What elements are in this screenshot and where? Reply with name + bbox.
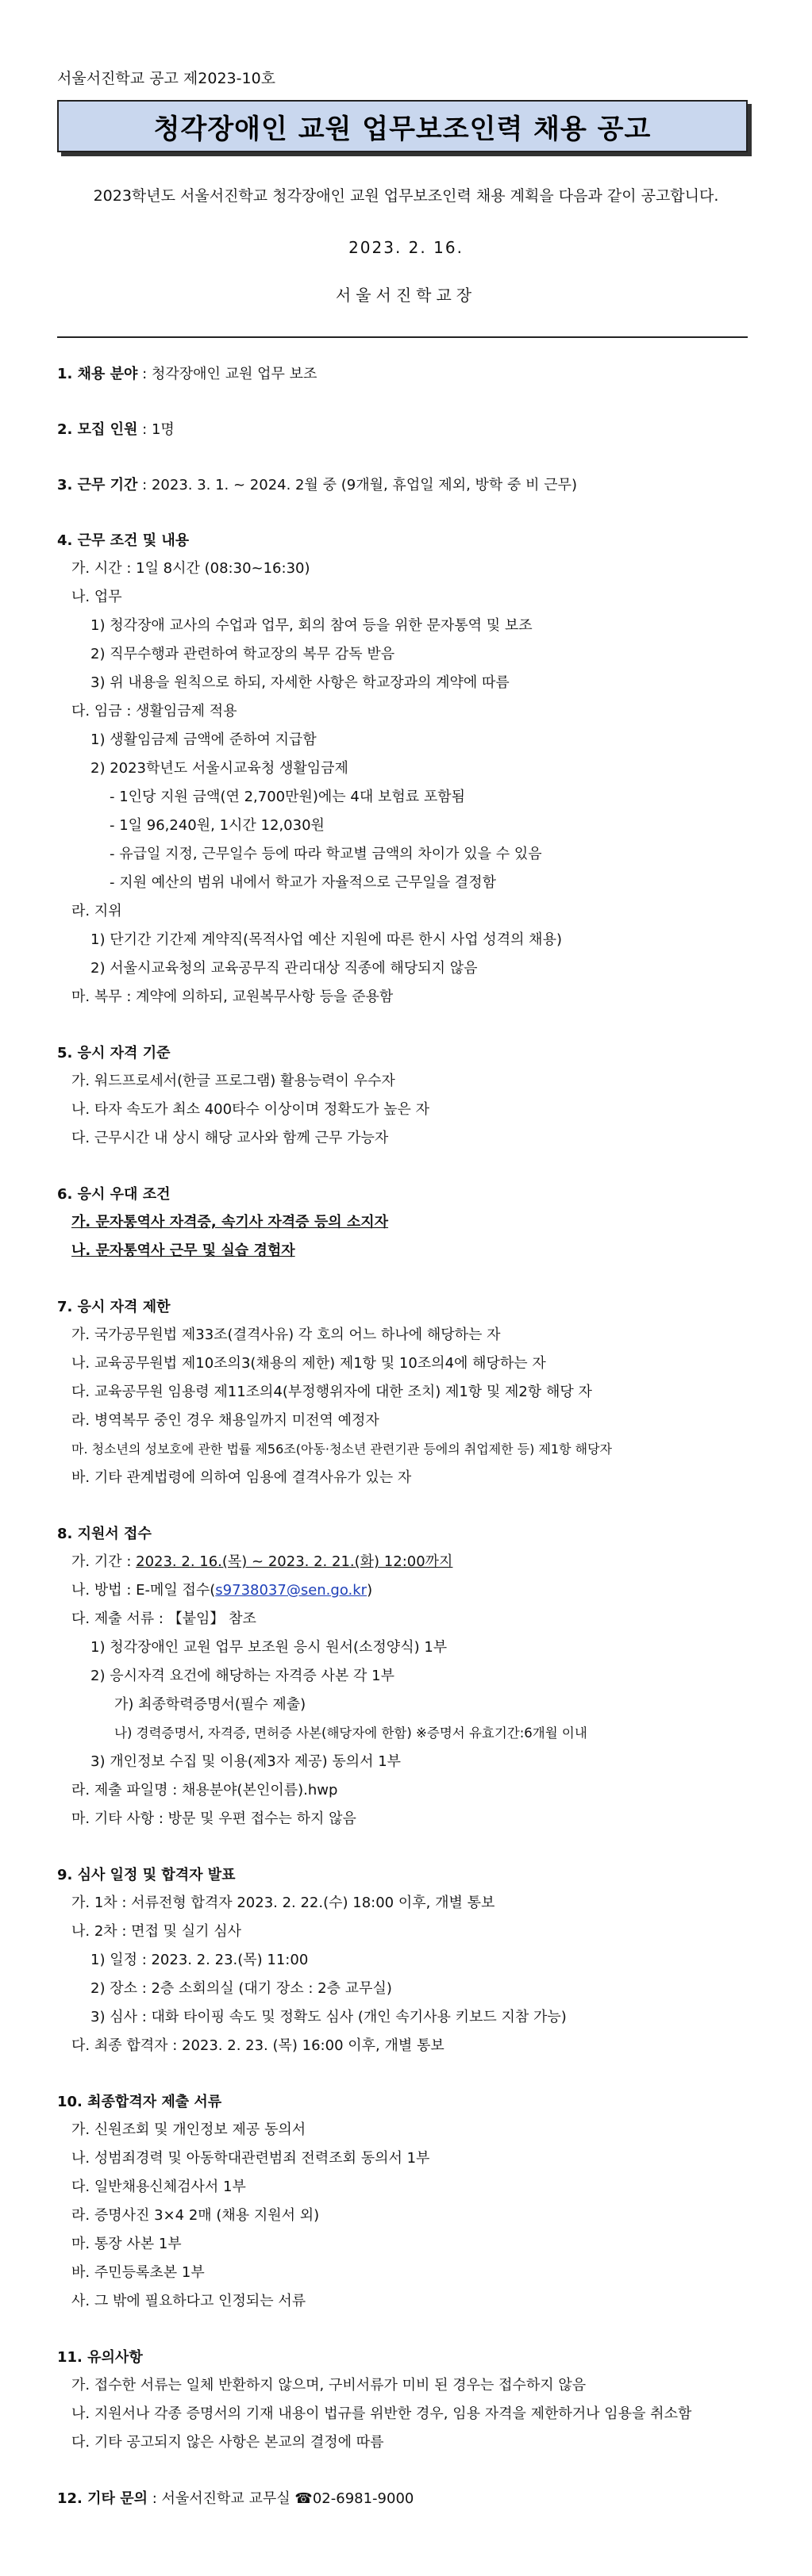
section-schedule (57, 1862, 756, 2060)
list-item: 가. 문자통역사 자격증, 속기사 자격증 등의 소지자 (71, 1214, 389, 1230)
section-headcount (57, 417, 756, 443)
list-item: 바. 주민등록초본 1부 (71, 2264, 205, 2281)
list-item: 1) 일정 : 2023. 2. 23.(목) 11:00 (90, 1952, 309, 1968)
section-heading: 7. 응시 자격 제한 (57, 1299, 171, 1315)
section-heading: 1. 채용 분야 (57, 366, 138, 382)
list-item: 라. 제출 파일명 : 채용분야(본인이름).hwp (71, 1782, 338, 1799)
section-application (57, 1521, 756, 1833)
page-title: 청각장애인 교원 업무보조인력 채용 공고 (153, 113, 652, 145)
section-heading: 10. 최종합격자 제출 서류 (57, 2094, 222, 2110)
section-heading: 12. 기타 문의 (57, 2490, 148, 2507)
list-item: 1) 청각장애 교사의 수업과 업무, 회의 참여 등을 위한 문자통역 및 보조 (90, 617, 533, 634)
list-item: - 유급일 지정, 근무일수 등에 따라 학교별 금액의 차이가 있을 수 있음 (110, 846, 542, 862)
list-item: 다. 일반채용신체검사서 1부 (71, 2179, 246, 2195)
section-heading: 4. 근무 조건 및 내용 (57, 532, 190, 549)
list-item: 나. 지원서나 각종 증명서의 기재 내용이 법규를 위반한 경우, 임용 자격을 제한하거나 임용을 취소함 (71, 2405, 692, 2422)
email-link[interactable]: s9738037@sen.go.kr (215, 1582, 368, 1599)
section-heading: 11. 유의사항 (57, 2349, 143, 2366)
list-item: 마. 기타 사항 : 방문 및 우편 접수는 하지 않음 (71, 1810, 356, 1827)
list-item: 라. 지위 (71, 903, 122, 919)
list-item: 나. 교육공무원법 제10조의3(채용의 제한) 제1항 및 10조의4에 해당하는 자 (71, 1355, 546, 1372)
list-item: 나. 타자 속도가 최소 400타수 이상이며 정확도가 높은 자 (71, 1101, 429, 1118)
section-value: : 2023. 3. 1. ~ 2024. 2월 중 (9개월, 휴업일 제외, 방학 중 비 근무) (137, 477, 578, 493)
list-item: 가. 국가공무원법 제33조(결격사유) 각 호의 어느 하나에 해당하는 자 (71, 1326, 501, 1343)
section-value: : 청각장애인 교원 업무 보조 (137, 366, 317, 382)
section-final-documents (57, 2089, 756, 2316)
list-item: 2) 직무수행과 관련하여 학교장의 복무 감독 받음 (90, 646, 395, 662)
list-item: 나. 업무 (71, 589, 122, 605)
list-item: 1) 청각장애인 교원 업무 보조원 응시 원서(소정양식) 1부 (90, 1639, 448, 1656)
list-item: 다. 근무시간 내 상시 해당 교사와 함께 근무 가능자 (71, 1130, 389, 1146)
contact-info: : 서울서진학교 교무실 ☎02-6981-9000 (147, 2490, 414, 2507)
list-item: 1) 단기간 기간제 계약직(목적사업 예산 지원에 따른 한시 사업 성격의 채용) (90, 931, 562, 948)
section-contact (57, 2486, 756, 2513)
list-item: 사. 그 밖에 필요하다고 인정되는 서류 (71, 2293, 306, 2309)
section-value: : 1명 (137, 421, 175, 438)
intro-text: 2023학년도 서울서진학교 청각장애인 교원 업무보조인력 채용 계획을 다음과 같이 공고합니다. (93, 187, 719, 205)
list-item: 다. 임금 : 생활임금제 적용 (71, 703, 237, 720)
section-heading: 9. 심사 일정 및 합격자 발표 (57, 1867, 236, 1883)
section-notes (57, 2344, 756, 2457)
section-heading: 6. 응시 우대 조건 (57, 1186, 171, 1203)
list-item: 2) 장소 : 2층 소회의실 (대기 장소 : 2층 교무실) (90, 1980, 392, 1997)
section-heading: 2. 모집 인원 (57, 421, 138, 438)
list-item: 2) 응시자격 요건에 해당하는 자격증 사본 각 1부 (90, 1668, 394, 1684)
list-item: 가) 최종학력증명서(필수 제출) (114, 1696, 306, 1713)
section-job-field (57, 361, 756, 388)
list-item: 바. 기타 관계법령에 의하여 임용에 결격사유가 있는 자 (71, 1469, 412, 1486)
item-label: 나. 방법 : E-메일 접수( (71, 1582, 216, 1599)
application-period: 2023. 2. 16.(목) ~ 2023. 2. 21.(화) 12:00까지 (136, 1553, 453, 1570)
list-item: 마. 청소년의 성보호에 관한 법률 제56조(아동·청소년 관련기관 등에의 취업제한 등) 제1항 해당자 (71, 1442, 613, 1457)
list-item: 마. 복무 : 계약에 의하되, 교원복무사항 등을 준용함 (71, 989, 394, 1005)
section-work-period (57, 472, 756, 499)
section-heading: 3. 근무 기간 (57, 477, 138, 493)
section-restrictions (57, 1294, 756, 1492)
title-banner (57, 100, 748, 152)
notice-body (57, 361, 756, 2513)
list-item: 가. 워드프로세서(한글 프로그램) 활용능력이 우수자 (71, 1073, 395, 1089)
list-item: 2) 서울시교육청의 교육공무직 관리대상 직종에 해당되지 않음 (90, 960, 478, 977)
list-item: 가. 시간 : 1일 8시간 (08:30~16:30) (71, 560, 310, 577)
list-item: 가. 신원조회 및 개인정보 제공 동의서 (71, 2121, 306, 2138)
list-item: 3) 개인정보 수집 및 이용(제3자 제공) 동의서 1부 (90, 1753, 402, 1770)
list-item: 나) 경력증명서, 자격증, 면허증 사본(해당자에 한함) ※증명서 유효기간:6개월 이내 (114, 1726, 587, 1741)
list-item: 라. 증명사진 3×4 2매 (채용 지원서 외) (71, 2207, 320, 2224)
list-item: 마. 통장 사본 1부 (71, 2236, 182, 2252)
section-eligibility (57, 1040, 756, 1153)
list-item: 나. 성범죄경력 및 아동학대관련범죄 전력조회 동의서 1부 (71, 2150, 430, 2167)
notice-date: 2023. 2. 16. (348, 238, 464, 257)
issuer-school: 서울서진학교장 (335, 286, 477, 305)
divider-line (57, 336, 748, 338)
list-item: 가. 1차 : 서류전형 합격자 2023. 2. 22.(수) 18:00 이후, 개별 통보 (71, 1895, 495, 1911)
list-item: - 지원 예산의 범위 내에서 학교가 자율적으로 근무일을 결정함 (110, 874, 496, 891)
list-item: 다. 제출 서류 : 【붙임】 참조 (71, 1610, 256, 1627)
list-item: 2) 2023학년도 서울시교육청 생활임금제 (90, 760, 348, 777)
item-label: 가. 기간 : (71, 1553, 137, 1570)
section-heading: 5. 응시 자격 기준 (57, 1045, 171, 1061)
list-item: 다. 최종 합격자 : 2023. 2. 23. (목) 16:00 이후, 개별 통보 (71, 2037, 444, 2054)
list-item: - 1일 96,240원, 1시간 12,030원 (110, 817, 325, 834)
list-item: 가. 접수한 서류는 일체 반환하지 않으며, 구비서류가 미비 된 경우는 접수하지 않음 (71, 2377, 587, 2394)
list-item: 다. 교육공무원 임용령 제11조의4(부정행위자에 대한 조치) 제1항 및 제2항 해당 자 (71, 1384, 592, 1400)
list-item: - 1인당 지원 금액(연 2,700만원)에는 4대 보험료 포함됨 (110, 789, 466, 805)
list-item: 3) 위 내용을 원칙으로 하되, 자세한 사항은 학교장과의 계약에 따름 (90, 674, 510, 691)
section-preference (57, 1181, 756, 1265)
notice-number: 서울서진학교 공고 제2023-10호 (57, 70, 276, 87)
list-item (57, 1548, 756, 1576)
list-item: 다. 기타 공고되지 않은 사항은 본교의 결정에 따름 (71, 2434, 384, 2451)
section-heading: 8. 지원서 접수 (57, 1526, 152, 1542)
list-item: 나. 문자통역사 근무 및 실습 경험자 (71, 1242, 295, 1259)
list-item (57, 1576, 756, 1605)
section-work-conditions (57, 528, 756, 1012)
list-item: 라. 병역복무 중인 경우 채용일까지 미전역 예정자 (71, 1412, 379, 1429)
list-item: 나. 2차 : 면접 및 실기 심사 (71, 1923, 242, 1940)
list-item: 3) 심사 : 대화 타이핑 속도 및 정확도 심사 (개인 속기사용 키보드 지참 가능) (90, 2009, 567, 2025)
item-suffix: ) (367, 1582, 373, 1599)
list-item: 1) 생활임금제 금액에 준하여 지급함 (90, 731, 317, 748)
